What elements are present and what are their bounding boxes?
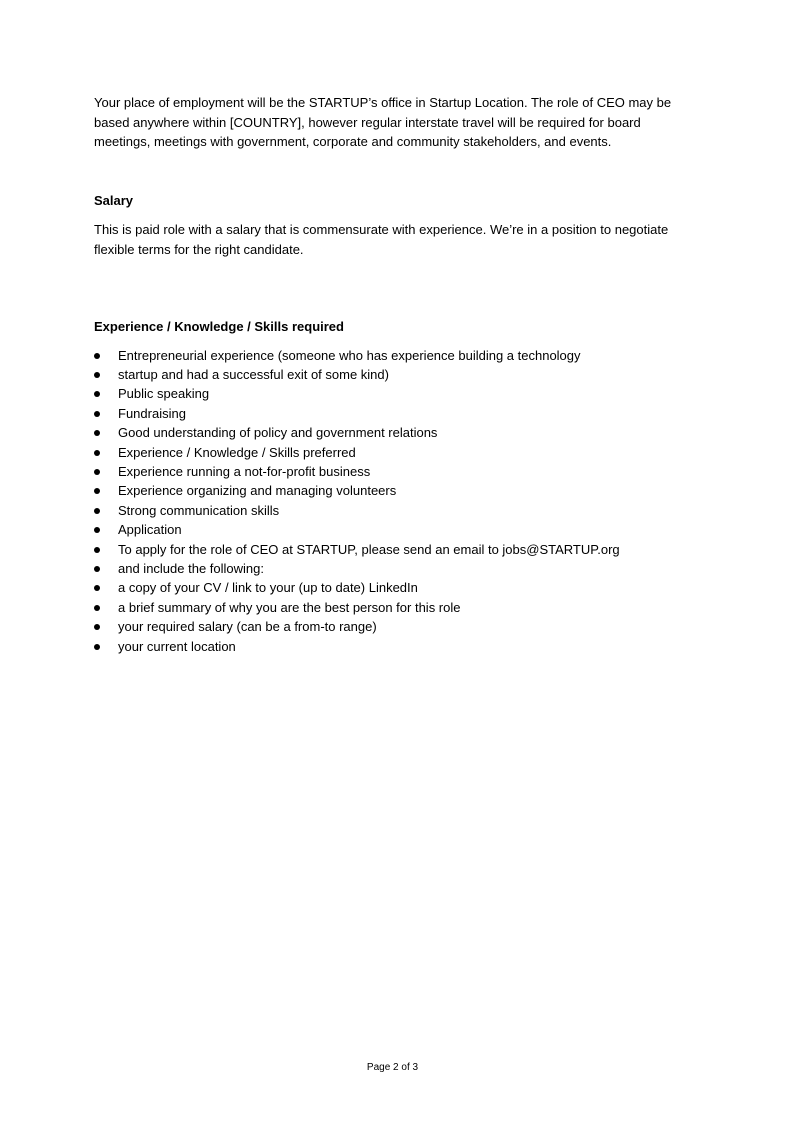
page-content (94, 93, 699, 656)
list-item (94, 617, 699, 636)
list-item (94, 540, 699, 559)
list-item (94, 423, 699, 442)
page-footer (0, 1061, 785, 1075)
list-item-text: Application (118, 522, 182, 538)
spacer (94, 337, 699, 346)
spacer (94, 210, 699, 220)
list-item (94, 501, 699, 520)
list-item-text: Fundraising (118, 405, 186, 421)
list-item (94, 520, 699, 539)
list-item-text: startup and had a successful exit of some kind) (118, 366, 389, 382)
page-number: Page 2 of 3 (366, 1062, 419, 1073)
list-item (94, 598, 699, 617)
salary-heading: Salary (94, 192, 134, 208)
list-item-text: Experience running a not-for-profit business (118, 463, 371, 479)
bullet-icon (94, 547, 100, 553)
bullet-icon (94, 411, 100, 417)
spacer (94, 259, 699, 317)
bullet-icon (94, 585, 100, 591)
requirements-list (94, 346, 699, 657)
list-item-text: Strong communication skills (118, 502, 280, 518)
bullet-icon (94, 566, 100, 572)
bullet-icon (94, 372, 100, 378)
bullet-icon (94, 488, 100, 494)
bullet-icon (94, 430, 100, 436)
list-item (94, 346, 699, 365)
list-item-text: Entrepreneurial experience (someone who has experience building a technology (118, 347, 581, 363)
list-item (94, 637, 699, 656)
list-item-text: a brief summary of why you are the best person for this role (118, 599, 461, 615)
bullet-icon (94, 508, 100, 514)
list-item-text: Good understanding of policy and government relations (118, 425, 438, 441)
intro-paragraph: Your place of employment will be the STARTUP’s office in Startup Location. The role of CEO may be based anywhere within [COUNTRY], however regular interstate travel will be required for board meetings, meetings with government, corporate and community stakeholders, and events. (94, 95, 672, 149)
list-item (94, 462, 699, 481)
list-item (94, 404, 699, 423)
bullet-icon (94, 624, 100, 630)
bullet-icon (94, 644, 100, 650)
list-item-text: your current location (118, 638, 236, 654)
spacer (94, 152, 699, 191)
list-item (94, 365, 699, 384)
bullet-icon (94, 353, 100, 359)
bullet-icon (94, 450, 100, 456)
list-item (94, 481, 699, 500)
bullet-icon (94, 391, 100, 397)
list-item-text: Experience organizing and managing volunteers (118, 483, 397, 499)
list-item (94, 578, 699, 597)
list-item-text: Experience / Knowledge / Skills preferred (118, 444, 356, 460)
bullet-icon (94, 527, 100, 533)
list-item-text: a copy of your CV / link to your (up to date) LinkedIn (118, 580, 418, 596)
list-item (94, 443, 699, 462)
list-item (94, 384, 699, 403)
bullet-icon (94, 469, 100, 475)
experience-heading: Experience / Knowledge / Skills required (94, 319, 344, 334)
list-item-text: and include the following: (118, 560, 264, 576)
list-item (94, 559, 699, 578)
salary-paragraph: This is paid role with a salary that is commensurate with experience. We’re in a position to negotiate flexible terms for the right candidate. (94, 222, 669, 257)
list-item-text: Public speaking (118, 386, 210, 402)
bullet-icon (94, 605, 100, 611)
list-item-text: your required salary (can be a from-to range) (118, 619, 377, 635)
list-item-text: To apply for the role of CEO at STARTUP, please send an email to jobs@STARTUP.org (118, 541, 620, 557)
